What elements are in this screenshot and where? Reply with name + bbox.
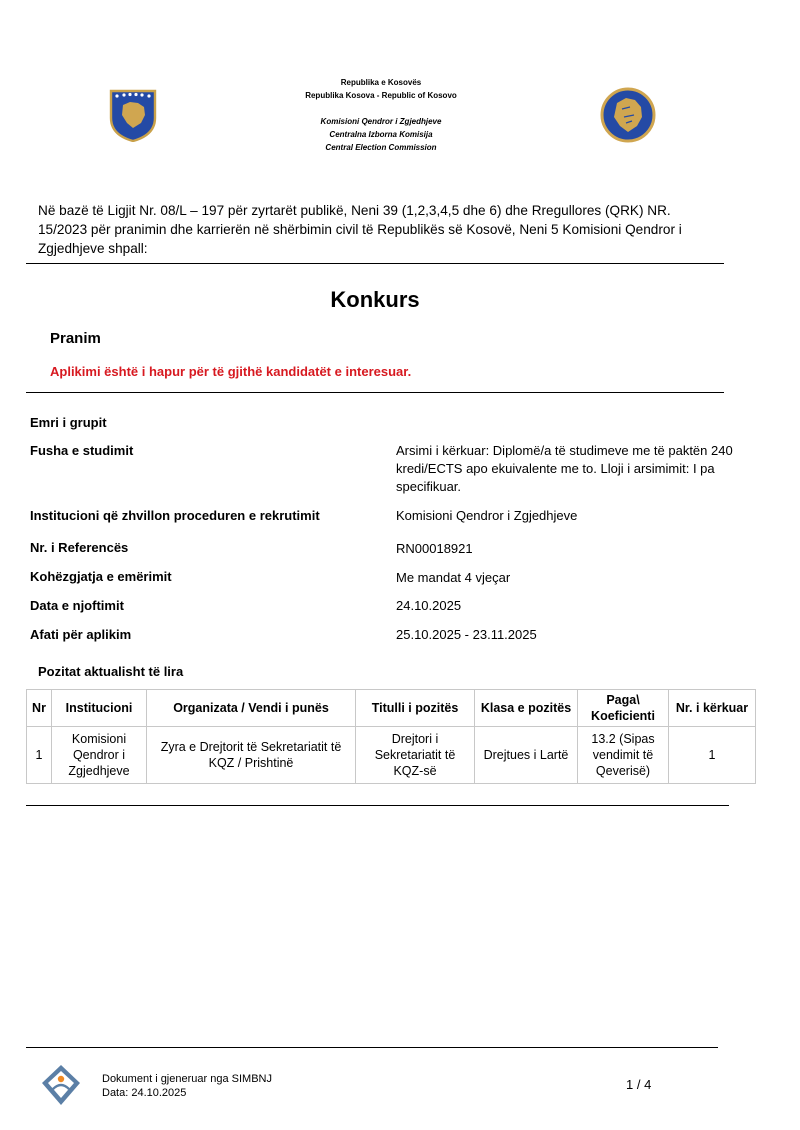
- deadline-label: Afati për aplikim: [30, 627, 132, 642]
- col-position-title: Titulli i pozitës: [356, 690, 475, 727]
- divider: [26, 805, 729, 806]
- col-count: Nr. i kërkuar: [669, 690, 756, 727]
- header-republic: Republika e Kosovës: [340, 78, 422, 87]
- page-title: Konkurs: [330, 287, 420, 312]
- duration-value: Me mandat 4 vjeçar: [396, 570, 511, 585]
- footer-generated-text: Dokument i gjeneruar nga SIMBNJ: [102, 1073, 272, 1085]
- cell-count: 1: [669, 727, 756, 784]
- cec-logo-icon: [600, 87, 656, 143]
- header-commission-sr: Centralna Izborna Komisija: [329, 130, 433, 139]
- cell-nr: 1: [27, 727, 52, 784]
- header-commission-sq: Komisioni Qendror i Zgjedhjeve: [320, 117, 442, 126]
- subtitle: Pranim: [50, 330, 101, 347]
- field-of-study-value: Arsimi i kërkuar: Diplomë/a të studimeve me të paktën 240 kredi/ECTS apo ekuivalente me to. Lloji i arsimimit: I pa specifikuar.: [396, 443, 733, 494]
- table-header-row: [27, 690, 756, 727]
- deadline-value: 25.10.2025 - 23.11.2025: [396, 627, 537, 642]
- header-commission-en: Central Election Commission: [325, 143, 437, 152]
- group-label: Emri i grupit: [30, 415, 107, 430]
- kosovo-coat-of-arms-icon: [108, 88, 158, 142]
- col-organization: Organizata / Vendi i punës: [147, 690, 356, 727]
- positions-heading: Pozitat aktualisht të lira: [38, 664, 184, 679]
- reference-label: Nr. i Referencës: [30, 540, 129, 555]
- col-position-class: Klasa e pozitës: [475, 690, 578, 727]
- col-salary: Paga\ Koeficienti: [578, 690, 669, 727]
- legal-basis-text: Në bazë të Ligjit Nr. 08/L – 197 për zyrtarët publikë, Neni 39 (1,2,3,4,5 dhe 6) dhe Rregullores (QRK) NR. 15/2023 për pranimin dhe karrierën në shërbimin civil të Republikës së Kosovë, Neni 5 Komisioni Qendror i Zgjedhjeve shpall:: [38, 203, 682, 256]
- table-row: [27, 727, 756, 784]
- institution-label: Institucioni që zhvillon proceduren e rekrutimit: [30, 508, 320, 523]
- cell-position-class: Drejtues i Lartë: [475, 727, 578, 784]
- footer-divider: [26, 1047, 718, 1048]
- divider: [26, 263, 724, 264]
- header-republic-multilingual: Republika Kosova - Republic of Kosovo: [305, 91, 457, 100]
- simbnj-logo-icon: [40, 1063, 82, 1107]
- divider: [26, 392, 724, 393]
- duration-label: Kohëzgjatja e emërimit: [30, 569, 172, 584]
- notice-date-value: 24.10.2025: [396, 598, 462, 613]
- cell-salary: 13.2 (Sipas vendimit të Qeverisë): [578, 727, 669, 784]
- footer-date: Data: 24.10.2025: [102, 1087, 187, 1099]
- open-notice: Aplikimi është i hapur për të gjithë kandidatët e interesuar.: [50, 364, 412, 379]
- col-institution: Institucioni: [52, 690, 147, 727]
- positions-table: [26, 689, 756, 784]
- cell-institution: Komisioni Qendror i Zgjedhjeve: [52, 727, 147, 784]
- cell-organization: Zyra e Drejtorit të Sekretariatit të KQZ / Prishtinë: [147, 727, 356, 784]
- notice-date-label: Data e njoftimit: [30, 598, 124, 613]
- cell-position-title: Drejtori i Sekretariatit të KQZ-së: [356, 727, 475, 784]
- field-of-study-label: Fusha e studimit: [30, 443, 134, 458]
- col-nr: Nr: [27, 690, 52, 727]
- reference-value: RN00018921: [396, 541, 473, 556]
- page-number: 1 / 4: [626, 1077, 652, 1092]
- institution-value: Komisioni Qendror i Zgjedhjeve: [396, 508, 578, 523]
